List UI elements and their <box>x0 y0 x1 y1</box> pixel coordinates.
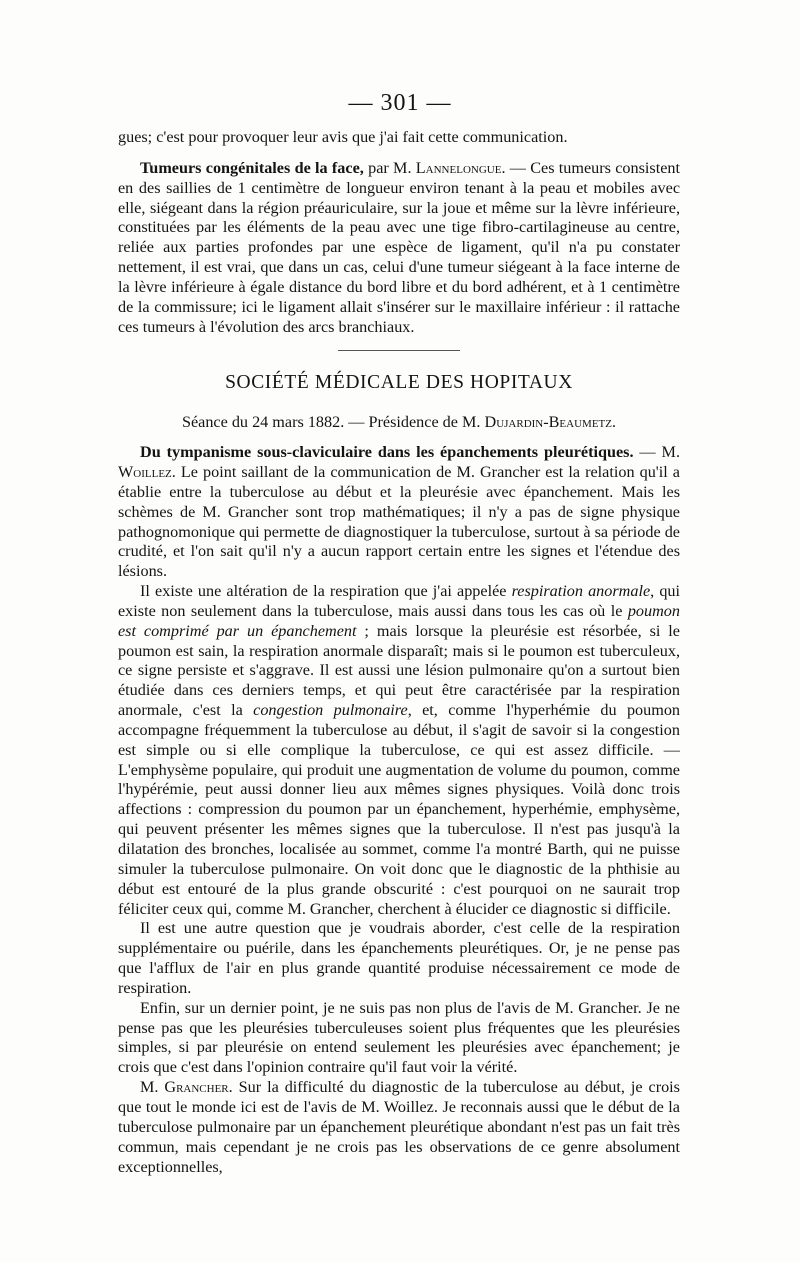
tumeurs-author: Lannelongue <box>415 158 502 177</box>
respiration-paragraph <box>118 582 680 919</box>
text-column <box>118 128 680 1177</box>
seance-text: Séance du 24 mars 1882. — Présidence de M. <box>181 413 485 432</box>
respiration-italic-2: poumon est comprimé par un épanchement <box>118 601 680 640</box>
tympanisme-paragraph <box>118 443 680 582</box>
respiration-text-d: , et, comme l'hyperhémie du poumon accompagne fréquemment la tuberculose au début, il s'agit de savoir si la congestion est simple ou si elle complique la tuberculose, ce qui est assez difficile. — L'emphysème populaire, qui produit une augmentation de volume du poumon, comme l'hypérémie, peut aussi donner lieu aux mêmes signes physiques. Voilà donc trois affections : compression du poumon par un épanchement, hyperhémie, emphysème, qui peuvent présenter les mêmes signes que la tuberculose. Il n'est pas jusqu'à la dilatation des bronches, localisée au sommet, comme l'a montré Barth, qui ne puisse simuler la tuberculose pulmonaire. On voit donc que le diagnostic de la phthisie au début est entouré de la plus grande obscurité : c'est pourquoi on ne saurait trop féliciter ceux qui, comme M. Grancher, cherchent à élucider ce diagnostic si difficile. <box>118 701 681 918</box>
grancher-paragraph <box>118 1078 680 1177</box>
tumeurs-by: par M. <box>363 158 416 177</box>
tympanisme-heading: Du tympanisme sous-claviculaire dans les épanchements pleurétiques. <box>140 443 634 462</box>
section-divider <box>338 350 460 351</box>
respiration-italic-1: respiration anormale <box>511 582 651 601</box>
tumeurs-body: . — Ces tumeurs consistent en des saillies de 1 centimètre de longueur environ tenant à la peau et mobiles avec elle, siégeant dans la région préauriculaire, sur la joue et même sur la lèvre inférieure, constituées par les éléments de la peau avec une tige fibro-cartilagineuse au centre, reliée aux parties profondes par une espèce de ligament, qu'il n'a pu constater nettement, il est vrai, que dans un cas, celui d'une tumeur siégeant à la face interne de la lèvre inférieure à égale distance du bord libre et du bord adhérent, et à 1 centimètre de la commissure; ici le ligament allait s'insérer sur le maxillaire inférieur : il rattache ces tumeurs à l'évolution des arcs branchiaux. <box>118 158 680 336</box>
carryover-paragraph: gues; c'est pour provoquer leur avis que j'ai fait cette communication. <box>118 128 568 146</box>
grancher-speaker: Grancher <box>164 1078 229 1097</box>
respiration-text-c: ; mais lorsque la pleurésie est résorbée, si le poumon est sain, la respiration anormale disparaît; mais si le poumon est tuberculeux, ce signe persiste et s'aggrave. Il est aussi une lésion pulmonaire qu'on a surtout bien étudiée dans ces derniers temps, et qui peut être caractérisée par la respiration anormale, c'est la <box>118 621 680 720</box>
page-number: — 301 — <box>348 90 452 116</box>
tympanisme-body: . Le point saillant de la communication de M. Grancher est la relation qu'il a établie entre la tuberculose au début et la pleurésie avec épanchement. Mais les schèmes de M. Grancher sont trop mathématiques; il n'y a pas de signe physique pathognomonique qui permette de diagnostiquer la tuberculose, surtout à sa période de crudité, et l'on sait qu'il n'y a aucun rapport certain entre les signes et l'étendue des lésions. <box>118 462 680 581</box>
supplementaire-paragraph: Il est une autre question que je voudrais aborder, c'est celle de la respiration supplémentaire ou puérile, dans les épanchements pleurétiques. Or, je ne pense pas que l'afflux de l'air en plus grande quantité produise nécessairement ce mode de respiration. <box>118 919 680 997</box>
enfin-paragraph: Enfin, sur un dernier point, je ne suis pas non plus de l'avis de M. Grancher. Je ne pense pas que les pleurésies tuberculeuses soient plus fréquentes que les pleurésies simples, si par pleurésie on entend seulement les pleurésies avec épanchement; je crois que c'est dans l'opinion contraire qu'il faut voir la vérité. <box>118 998 680 1077</box>
respiration-italic-3: congestion pulmonaire <box>253 701 408 720</box>
society-heading: SOCIÉTÉ MÉDICALE DES HOPITAUX <box>225 372 573 394</box>
tympanisme-by: — M. <box>633 443 680 462</box>
seance-line <box>118 413 680 433</box>
tumeurs-heading: Tumeurs congénitales de la face, <box>140 158 364 177</box>
seance-president: Dujardin-Beaumetz. <box>484 413 617 432</box>
respiration-text-a: Il existe une altération de la respiration que j'ai appelée <box>140 582 512 601</box>
respiration-text-b: , qui existe non seulement dans la tuberculose, mais aussi dans tous les cas où le <box>118 582 681 620</box>
tumeurs-paragraph <box>118 159 680 338</box>
tympanisme-author: Woillez <box>118 462 172 481</box>
grancher-pre: M. <box>140 1078 165 1097</box>
grancher-body: . Sur la difficulté du diagnostic de la tuberculose au début, je crois que tout le monde ici est de l'avis de M. Woillez. Je reconnais aussi que le début de la tuberculose pulmonaire par un épanchement pleurétique abondant n'est pas un fait très commun, mais cependant je ne crois pas les observations de ce genre absolument exceptionnelles, <box>118 1078 680 1176</box>
